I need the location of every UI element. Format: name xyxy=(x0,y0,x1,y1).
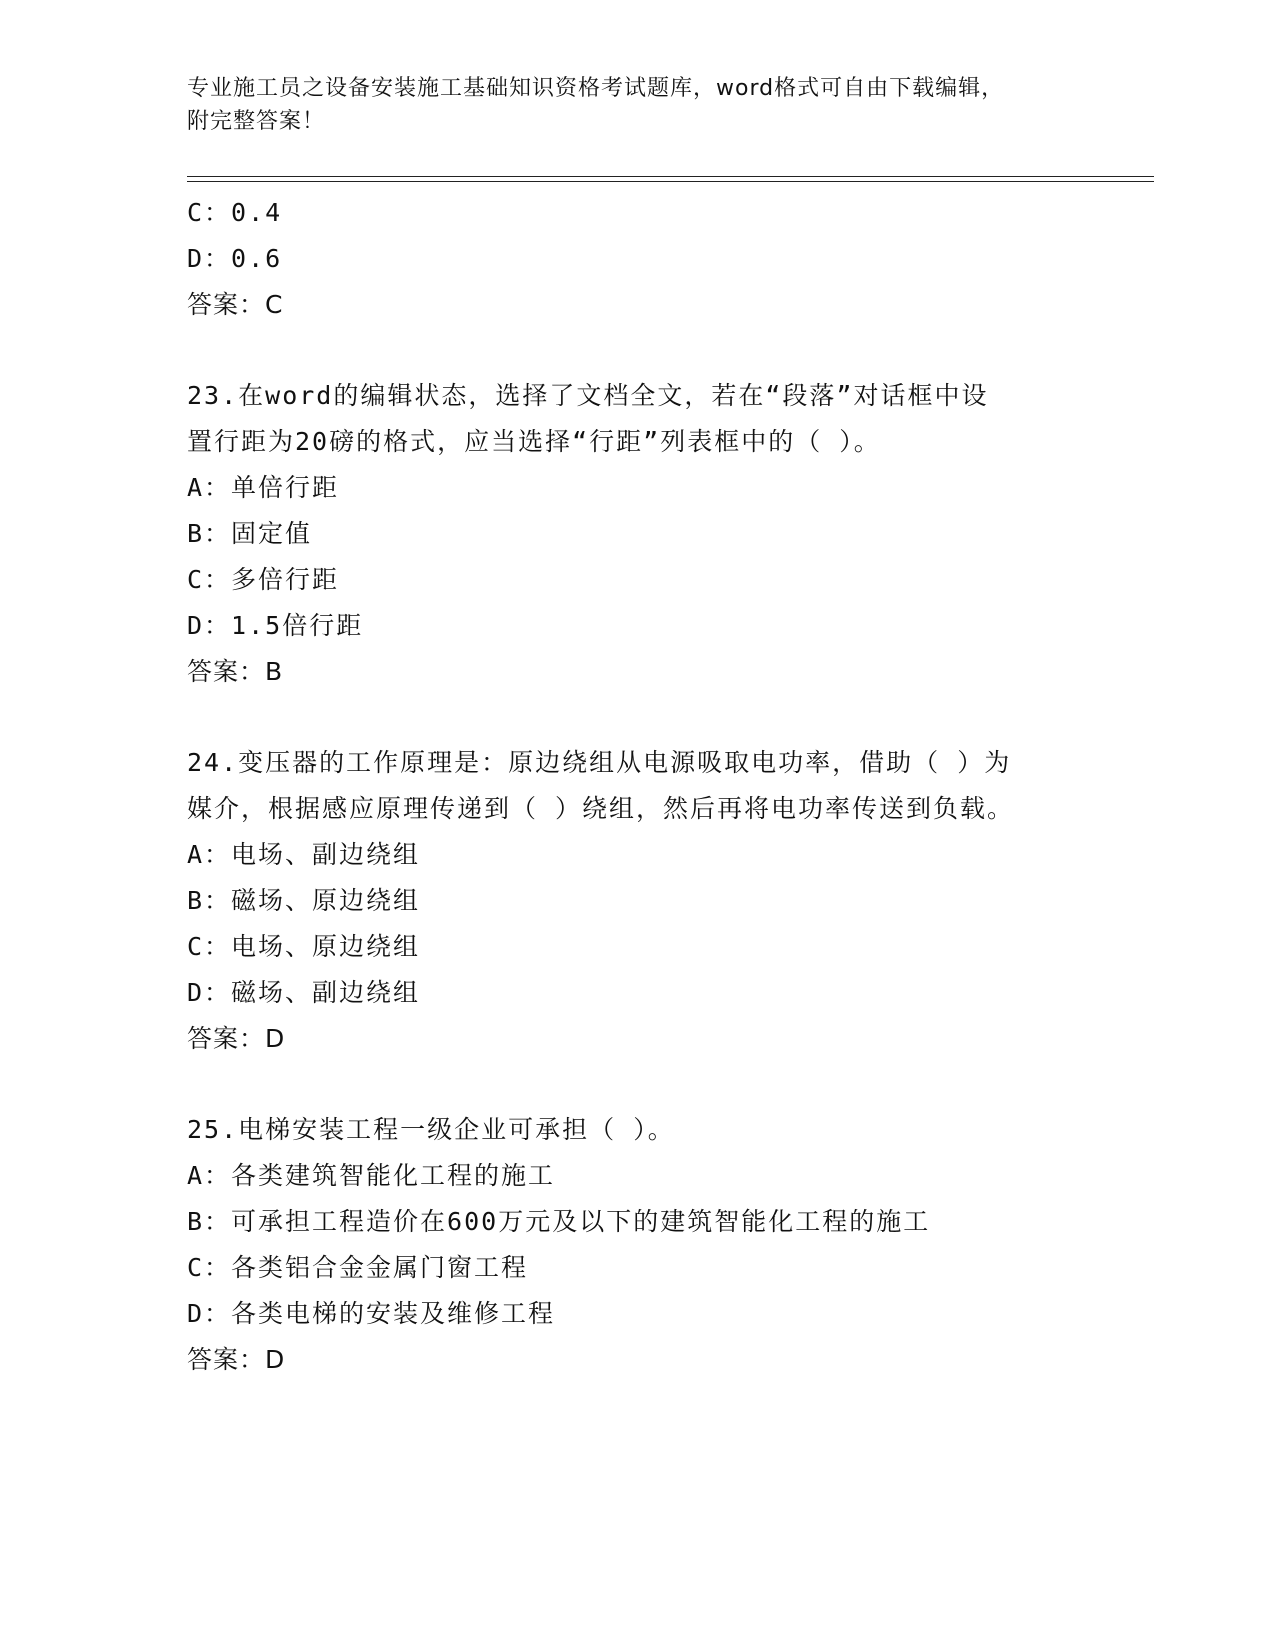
stem-line: 25.电梯安装工程一级企业可承担（ ）。 xyxy=(187,1115,675,1144)
question-22-continued xyxy=(187,190,1187,328)
answer-line: 答案：D xyxy=(187,1345,286,1374)
answer-line: 答案：D xyxy=(187,1024,286,1053)
question-23 xyxy=(187,373,1187,695)
question-stem xyxy=(187,1107,1187,1153)
option-a: A：各类建筑智能化工程的施工 xyxy=(187,1161,556,1190)
answer-line: 答案：C xyxy=(187,290,284,319)
option-c: C：各类铝合金金属门窗工程 xyxy=(187,1253,529,1282)
option-c: C：电场、原边绕组 xyxy=(187,932,421,961)
option-b: B：固定值 xyxy=(187,519,313,548)
stem-line: 置行距为20磅的格式，应当选择“行距”列表框中的（ ）。 xyxy=(187,427,881,456)
question-stem xyxy=(187,740,1187,832)
stem-line: 24.变压器的工作原理是：原边绕组从电源吸取电功率，借助（ ）为 xyxy=(187,748,1012,777)
document-header xyxy=(187,72,1067,138)
question-stem xyxy=(187,373,1187,465)
option-c: C：多倍行距 xyxy=(187,565,340,594)
header-divider-bottom xyxy=(187,181,1154,182)
option-d: D：0.6 xyxy=(187,244,283,273)
option-b: B：可承担工程造价在600万元及以下的建筑智能化工程的施工 xyxy=(187,1207,931,1236)
question-24 xyxy=(187,740,1187,1062)
question-25 xyxy=(187,1107,1187,1383)
option-d: D：各类电梯的安装及维修工程 xyxy=(187,1299,556,1328)
answer-line: 答案：B xyxy=(187,657,284,686)
header-line-2: 附完整答案！ xyxy=(187,109,326,134)
option-c: C：0.4 xyxy=(187,198,283,227)
option-b: B：磁场、原边绕组 xyxy=(187,886,421,915)
stem-line: 23.在word的编辑状态，选择了文档全文，若在“段落”对话框中设 xyxy=(187,381,989,410)
header-line-1: 专业施工员之设备安装施工基础知识资格考试题库，word格式可自由下载编辑， xyxy=(187,76,1005,101)
option-d: D：磁场、副边绕组 xyxy=(187,978,421,1007)
header-divider-top xyxy=(187,176,1154,177)
option-a: A：电场、副边绕组 xyxy=(187,840,421,869)
option-a: A：单倍行距 xyxy=(187,473,340,502)
stem-line: 媒介，根据感应原理传递到（ ）绕组，然后再将电功率传送到负载。 xyxy=(187,794,1015,823)
option-d: D：1.5倍行距 xyxy=(187,611,364,640)
question-list xyxy=(187,190,1187,1383)
